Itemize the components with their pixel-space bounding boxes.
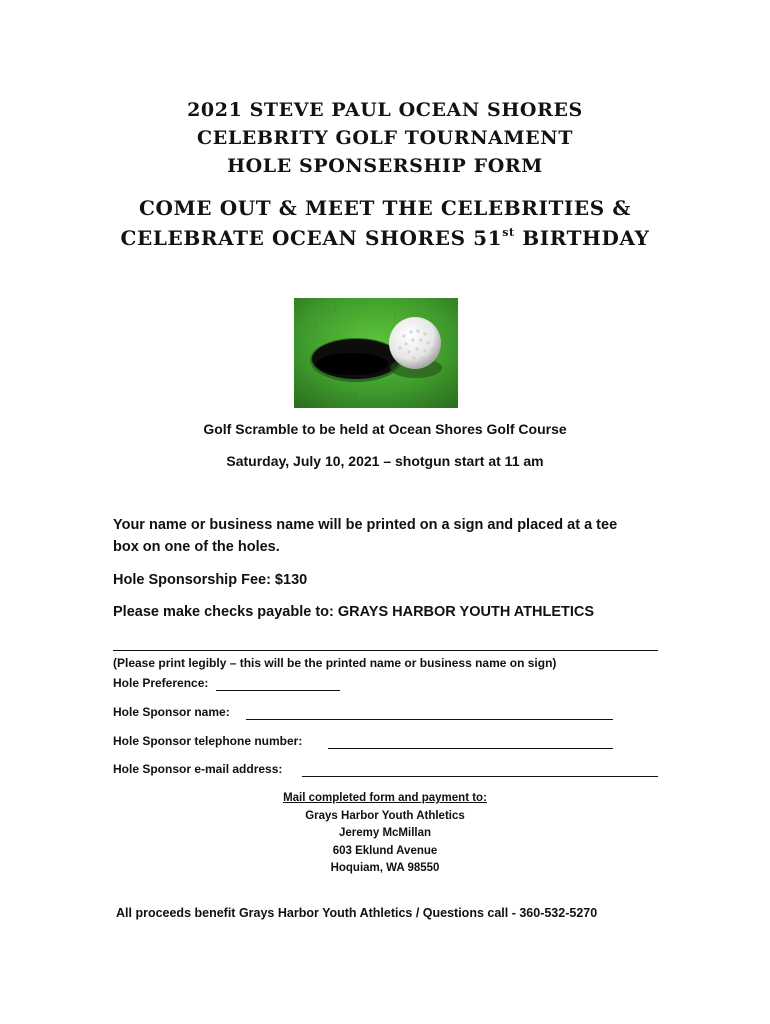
mailing-address	[0, 790, 770, 878]
sponsor-phone-label: Hole Sponsor telephone number:	[113, 734, 303, 748]
title-line-2: CELEBRITY GOLF TOURNAMENT	[197, 127, 573, 149]
title-line-1: 2021 STEVE PAUL OCEAN SHORES	[187, 99, 583, 121]
event-date: Saturday, July 10, 2021 – shotgun start at 11 am	[226, 453, 544, 469]
golf-ball-photo	[294, 298, 458, 408]
sponsor-phone-field[interactable]	[328, 748, 613, 749]
mail-heading: Mail completed form and payment to:	[283, 792, 487, 804]
sign-description-line-2: box on one of the holes.	[113, 539, 280, 555]
mail-contact: Jeremy McMillan	[338, 827, 432, 839]
hole-preference-field[interactable]	[216, 690, 340, 691]
sponsor-email-label: Hole Sponsor e-mail address:	[113, 762, 283, 776]
ordinal-suffix: st	[502, 226, 515, 239]
sign-description	[113, 514, 617, 558]
subtitle-line-2-prefix: CELEBRATE OCEAN SHORES 51	[120, 226, 503, 250]
check-payable-to: Please make checks payable to: GRAYS HARBOR YOUTH ATHLETICS	[113, 604, 595, 620]
sponsor-email-field[interactable]	[302, 776, 658, 777]
mail-org: Grays Harbor Youth Athletics	[305, 809, 465, 822]
subtitle-line-2	[0, 223, 770, 253]
sponsor-sign-name-line[interactable]	[113, 650, 658, 651]
form-title	[0, 96, 770, 180]
event-location: Golf Scramble to be held at Ocean Shores Golf Course	[203, 421, 567, 437]
sign-description-line-1: Your name or business name will be printed on a sign and placed at a tee	[113, 517, 618, 533]
sponsor-name-label: Hole Sponsor name:	[113, 705, 230, 719]
subtitle-line-1: COME OUT & MEET THE CELEBRITIES &	[139, 196, 631, 220]
sponsorship-fee: Hole Sponsorship Fee: $130	[113, 572, 308, 588]
footer-note: All proceeds benefit Grays Harbor Youth Athletics / Questions call - 360-532-5270	[116, 906, 598, 920]
print-legibly-note: (Please print legibly – this will be the printed name or business name on sign)	[113, 656, 557, 670]
mail-street: 603 Eklund Avenue	[332, 844, 438, 857]
form-subtitle	[0, 193, 770, 253]
hole-preference-label: Hole Preference:	[113, 676, 209, 690]
title-line-3: HOLE SPONSERSHIP FORM	[227, 155, 543, 177]
subtitle-line-2-suffix: BIRTHDAY	[514, 226, 650, 250]
golf-ball-hole-icon	[294, 298, 458, 408]
sponsor-name-field[interactable]	[246, 719, 613, 720]
mail-city: Hoquiam, WA 98550	[330, 862, 440, 874]
